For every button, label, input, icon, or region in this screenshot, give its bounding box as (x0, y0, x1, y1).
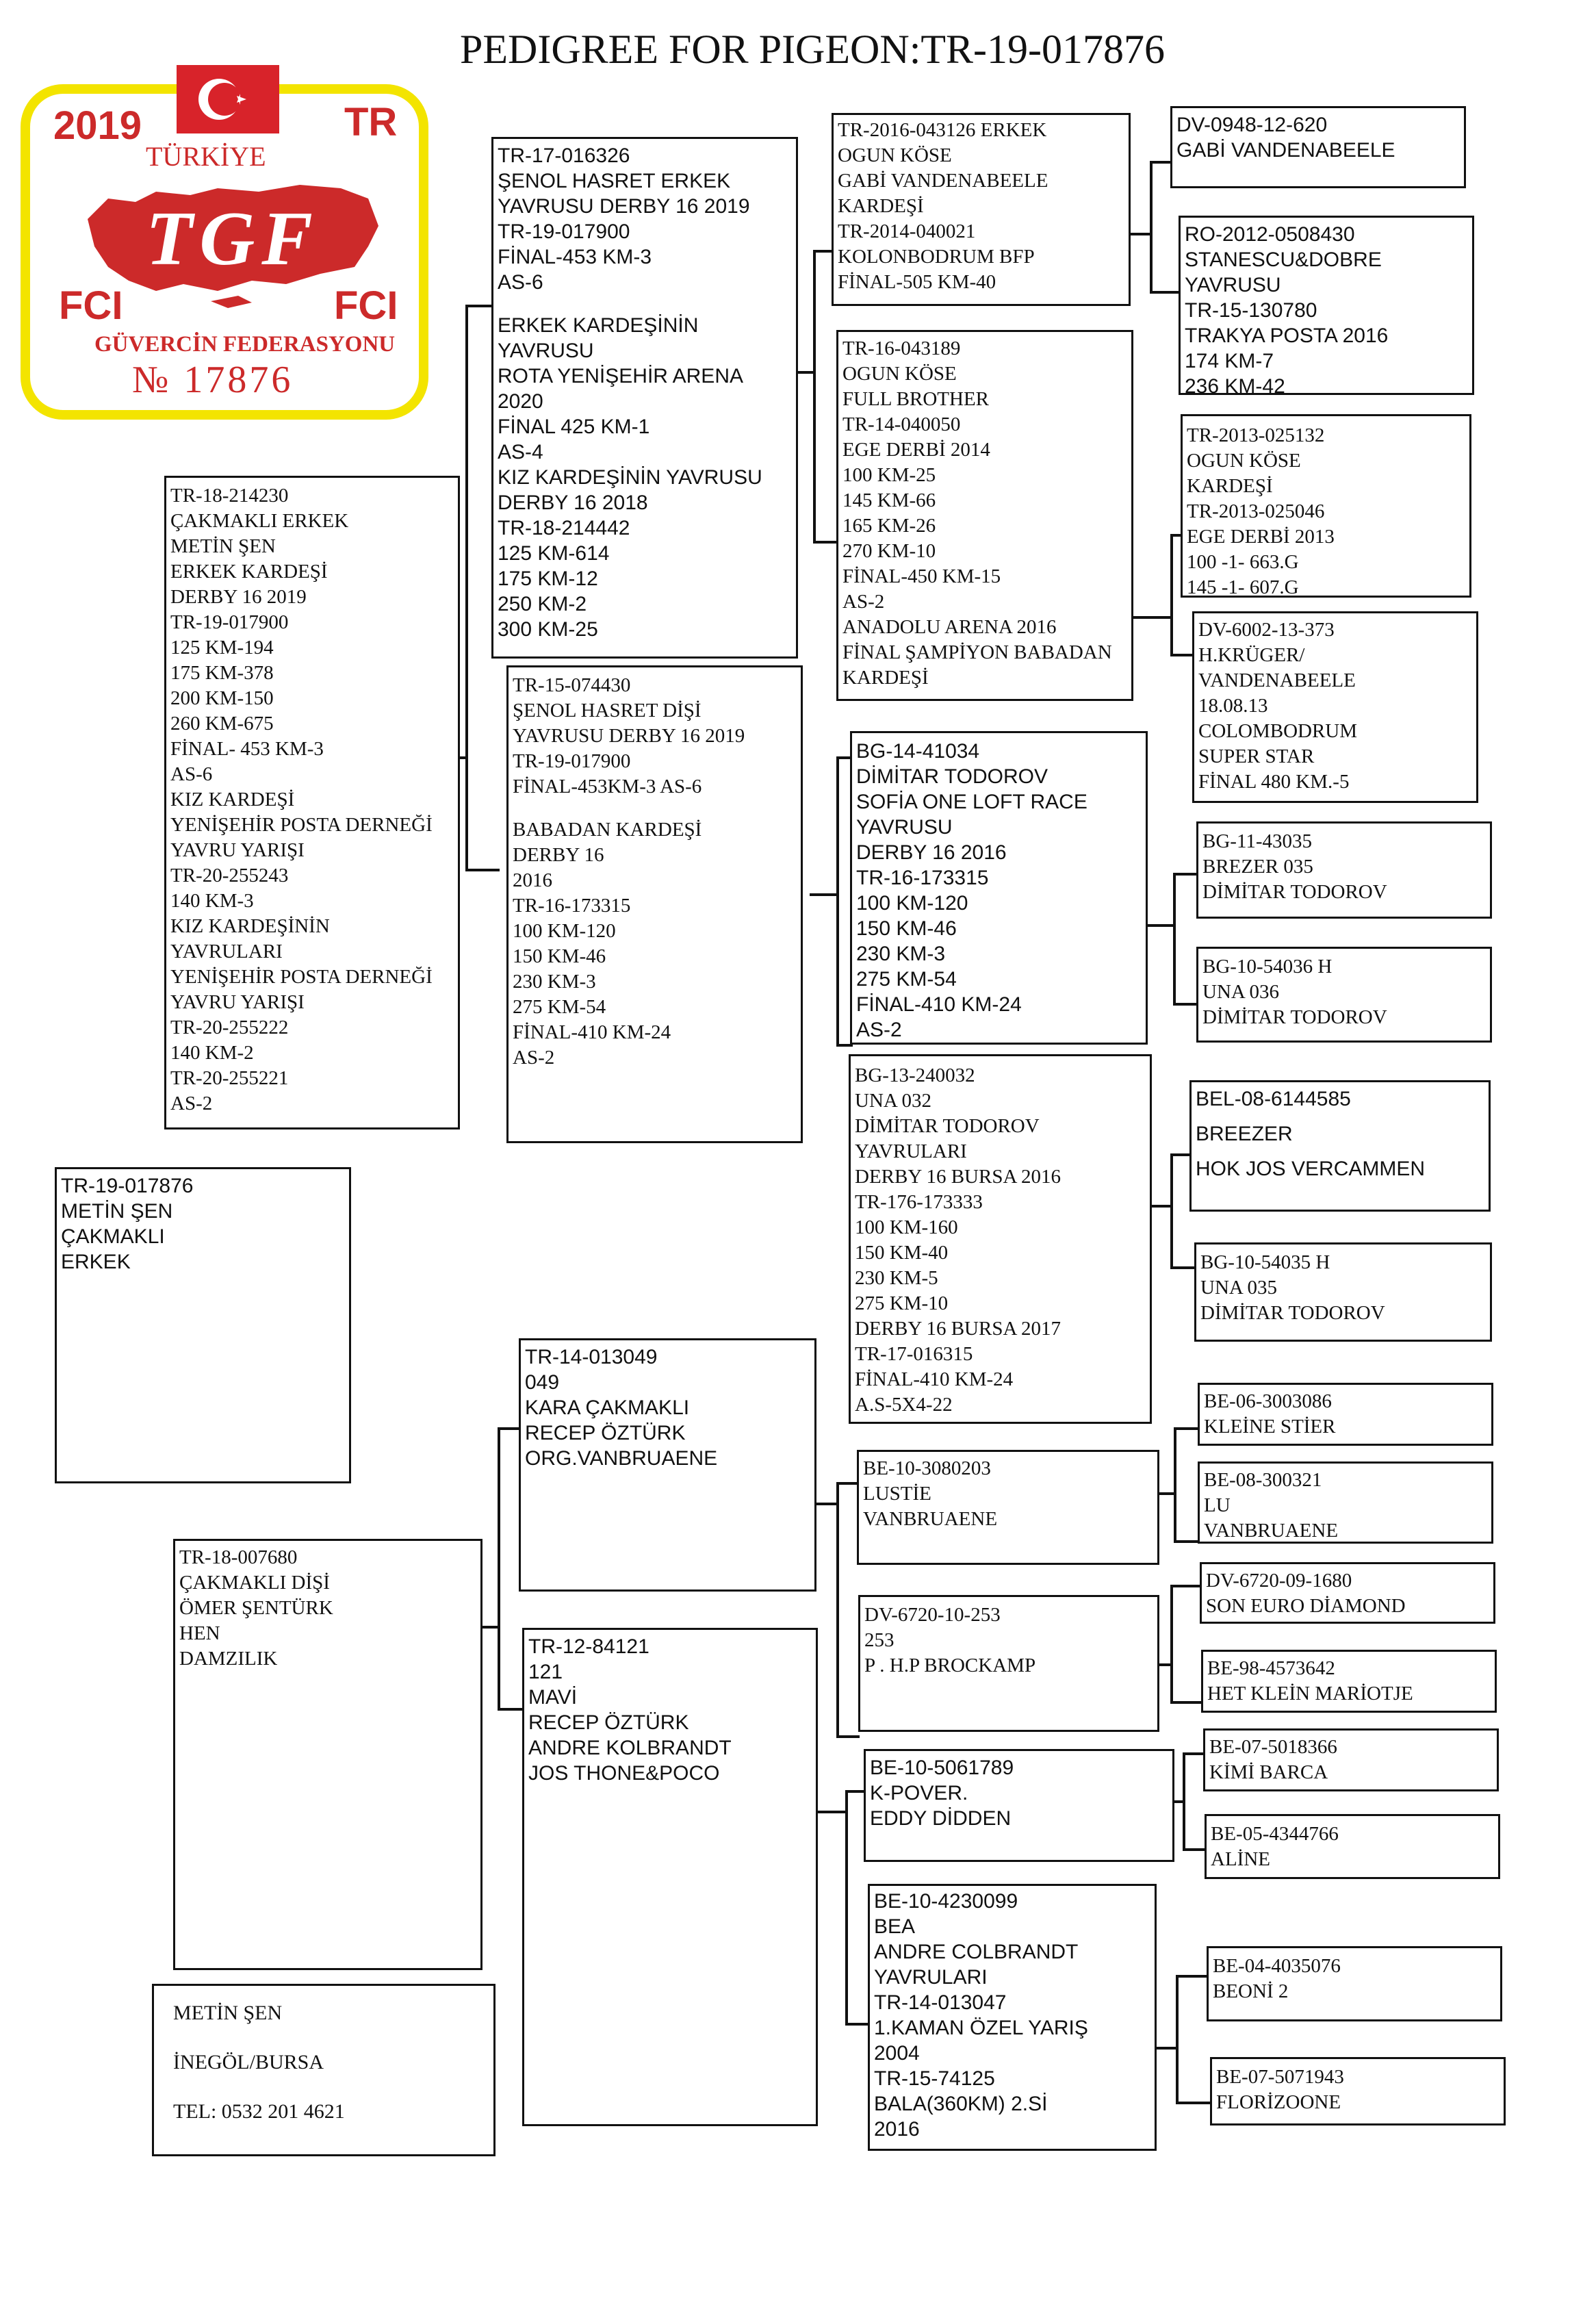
sire-dam-box (506, 665, 803, 1143)
sss-line: KOLONBODRUM BFP (838, 246, 1035, 268)
connector (465, 305, 468, 871)
g4-box-8 (1194, 1242, 1492, 1342)
ddd-line: BALA(360KM) 2.Sİ (874, 2093, 1048, 2115)
sds-line: YAVRUSU (856, 816, 953, 839)
connector (498, 1708, 525, 1711)
sire-line: TR-20-255243 (170, 865, 289, 886)
dam-box (173, 1539, 482, 1970)
g2-line: 174 KM-7 (1185, 350, 1274, 372)
g3-line: TR-2013-025046 (1187, 500, 1325, 522)
ss-line: FİNAL-453 KM-3 (498, 246, 652, 268)
g6-line: BG-10-54036 H (1202, 956, 1333, 978)
g2-line: STANESCU&DOBRE (1185, 248, 1382, 271)
ss-line: DERBY 16 2018 (498, 491, 648, 514)
connector (845, 1790, 864, 1793)
logo-number: № 17876 (132, 359, 294, 401)
sire-sire-box (491, 137, 798, 659)
g9-line: KLEİNE STİER (1204, 1416, 1336, 1438)
page-title: PEDIGREE FOR PIGEON:TR-19-017876 (460, 27, 1165, 72)
sdd-line: TR-17-016315 (855, 1343, 973, 1365)
sds-line: 230 KM-3 (856, 943, 946, 965)
connector (836, 756, 839, 1044)
logo-fci-right: FCI (334, 283, 398, 328)
sdd-line: 230 KM-5 (855, 1267, 938, 1289)
ssd-box (836, 330, 1133, 701)
g4-box-6 (1196, 947, 1492, 1043)
sdd-line: UNA 032 (855, 1090, 931, 1112)
g2-line: RO-2012-0508430 (1185, 223, 1355, 246)
g4-line: FİNAL 480 KM.-5 (1198, 771, 1350, 793)
g5-line: BG-11-43035 (1202, 830, 1313, 852)
sire-line: YENİŞEHİR POSTA DERNEĞİ (170, 814, 433, 836)
g4-box-9 (1198, 1383, 1493, 1446)
sire-line: YAVRULARI (170, 941, 283, 962)
g7-line: BREEZER (1196, 1123, 1293, 1145)
g3-line: 100 -1- 663.G (1187, 551, 1299, 573)
sdd-line: 100 KM-160 (855, 1216, 958, 1238)
g4-box-2 (1179, 216, 1474, 395)
sd-line: AS-2 (513, 1047, 555, 1069)
ddd-line: TR-14-013047 (874, 1991, 1007, 2014)
sdd-box (849, 1054, 1152, 1424)
dd-line: 121 (528, 1661, 563, 1683)
g5-line: BREZER 035 (1202, 856, 1313, 878)
ss-line: FİNAL 425 KM-1 (498, 416, 650, 438)
sd-line: 2016 (513, 869, 552, 891)
subject-line-1: TR-19-017876 (61, 1175, 194, 1197)
ss-line: YAVRUSU DERBY 16 2019 (498, 195, 750, 218)
connector (498, 1427, 500, 1708)
sss-line: TR-2016-043126 ERKEK (838, 119, 1047, 141)
dam-dam-box (522, 1628, 818, 2126)
sss-line: GABİ VANDENABEELE (838, 170, 1048, 192)
dd-line: RECEP ÖZTÜRK (528, 1711, 689, 1734)
g4-box-14 (1205, 1814, 1500, 1879)
sds-line: 275 KM-54 (856, 968, 957, 991)
g12-line: HET KLEİN MARİOTJE (1207, 1683, 1413, 1705)
g1-line: DV-0948-12-620 (1176, 114, 1328, 136)
sd-line: BABADAN KARDEŞİ (513, 819, 702, 841)
ss-line: ERKEK KARDEŞİNİN (498, 314, 699, 337)
sire-line: TR-20-255221 (170, 1067, 289, 1089)
connector (1170, 654, 1194, 656)
connector (1170, 1585, 1173, 1701)
ss-line: 2020 (498, 390, 543, 413)
ssd-line: EGE DERBİ 2014 (842, 439, 990, 461)
sire-line: YENİŞEHİR POSTA DERNEĞİ (170, 966, 433, 988)
dsd-line: 253 (864, 1629, 894, 1651)
g2-line: TRAKYA POSTA 2016 (1185, 324, 1389, 347)
sds-box (850, 731, 1148, 1045)
logo-year: 2019 (53, 103, 142, 148)
dsd-box (858, 1595, 1159, 1732)
connector (1150, 161, 1172, 164)
subject-line-2: METİN ŞEN (61, 1200, 173, 1223)
g3-line: KARDEŞİ (1187, 475, 1273, 497)
sss-line: OGUN KÖSE (838, 144, 952, 166)
sdd-line: 275 KM-10 (855, 1292, 949, 1314)
ssd-line: 100 KM-25 (842, 464, 936, 486)
connector (1176, 1975, 1209, 1978)
connector (836, 1735, 860, 1738)
g11-line: DV-6720-09-1680 (1206, 1570, 1352, 1592)
dam-line: ÖMER ŞENTÜRK (179, 1597, 333, 1619)
ss-line: 250 KM-2 (498, 593, 587, 615)
dds-line: K-POVER. (870, 1782, 968, 1804)
g14-line: BE-05-4344766 (1211, 1823, 1339, 1845)
dss-line: VANBRUAENE (863, 1508, 998, 1530)
connector (1148, 924, 1174, 927)
ddd-line: 2016 (874, 2118, 920, 2141)
g7-line: HOK JOS VERCAMMEN (1196, 1158, 1426, 1180)
sdd-line: DİMİTAR TODOROV (855, 1115, 1040, 1137)
sire-line: 175 KM-378 (170, 662, 274, 684)
dd-line: JOS THONE&POCO (528, 1762, 720, 1785)
g12-line: BE-98-4573642 (1207, 1657, 1335, 1679)
sds-line: BG-14-41034 (856, 740, 980, 763)
ddd-line: BEA (874, 1915, 916, 1938)
federation-logo (5, 65, 450, 448)
subject-line-4: ERKEK (61, 1251, 131, 1273)
ssd-line: TR-16-043189 (842, 337, 961, 359)
g8-line: DİMİTAR TODOROV (1200, 1302, 1385, 1324)
g6-line: UNA 036 (1202, 981, 1279, 1003)
connector (460, 756, 468, 759)
owner-box (152, 1984, 495, 2156)
sd-line: YAVRUSU DERBY 16 2019 (513, 725, 745, 747)
dss-line: LUSTİE (863, 1483, 931, 1505)
sds-line: FİNAL-410 KM-24 (856, 993, 1022, 1016)
connector (465, 305, 491, 307)
ds-line: 049 (525, 1371, 560, 1394)
g4-box-11 (1200, 1562, 1495, 1624)
dam-line: HEN (179, 1622, 220, 1644)
sire-line: AS-6 (170, 763, 213, 785)
dsd-line: DV-6720-10-253 (864, 1604, 1001, 1626)
connector (1170, 1701, 1203, 1704)
g4-box-13 (1203, 1728, 1499, 1791)
connector (1173, 873, 1176, 1003)
ssd-line: FİNAL-450 KM-15 (842, 565, 1001, 587)
g2-line: TR-15-130780 (1185, 299, 1317, 322)
sds-line: 150 KM-46 (856, 917, 957, 940)
subject-pigeon-box (55, 1167, 351, 1483)
owner-phone: TEL: 0532 201 4621 (173, 2100, 345, 2123)
g2-line: YAVRUSU (1185, 274, 1281, 296)
ssd-line: OGUN KÖSE (842, 363, 957, 385)
sdd-line: DERBY 16 BURSA 2016 (855, 1166, 1061, 1188)
ss-line: ŞENOL HASRET ERKEK (498, 170, 731, 192)
connector (836, 1482, 839, 1735)
sd-line: 275 KM-54 (513, 996, 606, 1018)
ssd-line: AS-2 (842, 591, 885, 613)
dds-line: BE-10-5061789 (870, 1757, 1014, 1779)
sd-line: TR-19-017900 (513, 750, 631, 772)
sire-line: TR-20-255222 (170, 1017, 289, 1038)
dss-box (857, 1450, 1159, 1565)
connector (810, 893, 838, 896)
g10-line: BE-08-300321 (1204, 1469, 1322, 1491)
sds-line: SOFİA ONE LOFT RACE (856, 791, 1087, 813)
connector (465, 869, 500, 871)
ssd-line: 165 KM-26 (842, 515, 936, 537)
sd-line: FİNAL-410 KM-24 (513, 1021, 671, 1043)
g16-line: FLORİZOONE (1216, 2091, 1341, 2113)
ddd-line: 2004 (874, 2042, 920, 2065)
sss-line: KARDEŞİ (838, 195, 924, 217)
sds-line: DİMİTAR TODOROV (856, 765, 1048, 788)
subject-line-3: ÇAKMAKLI (61, 1225, 165, 1248)
ddd-line: BE-10-4230099 (874, 1890, 1018, 1913)
g4-box-4 (1192, 611, 1478, 803)
connector (1159, 1663, 1172, 1666)
g4-box-12 (1201, 1650, 1497, 1713)
sire-line: 125 KM-194 (170, 637, 274, 659)
g10-line: LU (1204, 1494, 1231, 1516)
g14-line: ALİNE (1211, 1848, 1270, 1870)
connector (1150, 291, 1181, 294)
g5-line: DİMİTAR TODOROV (1202, 881, 1387, 903)
dd-line: TR-12-84121 (528, 1635, 649, 1658)
sire-line: FİNAL- 453 KM-3 (170, 738, 324, 760)
g4-box-1 (1170, 106, 1466, 188)
connector (1174, 1540, 1200, 1543)
g4-line: 18.08.13 (1198, 695, 1268, 717)
connector (1183, 1848, 1206, 1851)
ssd-line: KARDEŞİ (842, 667, 929, 689)
g13-line: BE-07-5018366 (1209, 1736, 1337, 1758)
connector (845, 1790, 848, 2023)
dds-box (864, 1749, 1174, 1862)
connector (1157, 2047, 1177, 2050)
sdd-line: BG-13-240032 (855, 1064, 975, 1086)
connector (797, 371, 814, 374)
sds-line: 100 KM-120 (856, 892, 968, 915)
dss-line: BE-10-3080203 (863, 1457, 991, 1479)
dam-line: ÇAKMAKLI DİŞİ (179, 1572, 330, 1594)
g10-line: VANBRUAENE (1204, 1520, 1339, 1542)
ss-line: 300 KM-25 (498, 618, 598, 641)
ddd-line: YAVRULARI (874, 1966, 988, 1989)
connector (816, 1503, 838, 1505)
connector (1150, 161, 1153, 291)
dds-line: EDDY DİDDEN (870, 1807, 1012, 1830)
ss-line: YAVRUSU (498, 340, 594, 362)
connector (818, 1811, 847, 1813)
g7-line: BEL-08-6144585 (1196, 1088, 1351, 1110)
sds-line: TR-16-173315 (856, 867, 989, 889)
sdd-line: TR-176-173333 (855, 1191, 983, 1213)
sds-line: AS-2 (856, 1019, 902, 1041)
owner-city: İNEGÖL/BURSA (173, 2051, 324, 2073)
sd-line: 150 KM-46 (513, 945, 606, 967)
connector (1159, 1492, 1175, 1495)
sire-line: METİN ŞEN (170, 535, 276, 557)
g4-box-3 (1181, 414, 1471, 598)
sdd-line: FİNAL-410 KM-24 (855, 1368, 1014, 1390)
g4-box-16 (1210, 2057, 1506, 2125)
connector (1174, 1427, 1176, 1540)
logo-fci-left: FCI (59, 283, 123, 328)
dd-line: MAVİ (528, 1686, 578, 1709)
g9-line: BE-06-3003086 (1204, 1390, 1332, 1412)
ddd-box (868, 1884, 1157, 2151)
logo-country: TÜRKİYE (146, 141, 266, 172)
g15-line: BEONİ 2 (1213, 1980, 1289, 2002)
ss-line: ROTA YENİŞEHİR ARENA (498, 365, 743, 387)
sire-line: 140 KM-3 (170, 890, 254, 912)
connector (836, 1482, 860, 1485)
ss-line: TR-19-017900 (498, 220, 630, 243)
g8-line: UNA 035 (1200, 1277, 1277, 1299)
g3-line: 145 -1- 607.G (1187, 576, 1299, 598)
sd-line: ŞENOL HASRET DİŞİ (513, 700, 702, 722)
ddd-line: ANDRE COLBRANDT (874, 1941, 1079, 1963)
sss-line: FİNAL-505 KM-40 (838, 271, 996, 293)
logo-abbreviation: TGF (146, 196, 320, 281)
logo-country-code: TR (344, 100, 398, 144)
dam-line: TR-18-007680 (179, 1546, 298, 1568)
turkish-flag-icon (177, 65, 279, 133)
sire-line: 260 KM-675 (170, 713, 274, 735)
sire-line: TR-19-017900 (170, 611, 289, 633)
logo-federation: GÜVERCİN FEDERASYONU (94, 332, 396, 357)
sire-line: AS-2 (170, 1093, 213, 1114)
owner-name: METİN ŞEN (173, 2002, 283, 2024)
g3-line: TR-2013-025132 (1187, 424, 1325, 446)
g3-line: OGUN KÖSE (1187, 450, 1301, 472)
sd-line: FİNAL-453KM-3 AS-6 (513, 776, 702, 797)
sire-line: KIZ KARDEŞİ (170, 789, 295, 810)
g4-box-15 (1207, 1946, 1502, 2021)
g6-line: DİMİTAR TODOROV (1202, 1006, 1387, 1028)
sire-line: YAVRU YARIŞI (170, 839, 305, 861)
ds-line: RECEP ÖZTÜRK (525, 1422, 686, 1444)
g2-line: 236 KM-42 (1185, 375, 1285, 395)
ds-line: ORG.VANBRUAENE (525, 1447, 718, 1470)
dd-line: ANDRE KOLBRANDT (528, 1737, 732, 1759)
g15-line: BE-04-4035076 (1213, 1955, 1341, 1977)
sire-line: 140 KM-2 (170, 1042, 254, 1064)
ssd-line: TR-14-040050 (842, 413, 961, 435)
g4-line: H.KRÜGER/ (1198, 644, 1305, 666)
g16-line: BE-07-5071943 (1216, 2066, 1344, 2088)
ss-line: AS-4 (498, 441, 543, 463)
sd-line: TR-15-074430 (513, 674, 631, 696)
g13-line: KİMİ BARCA (1209, 1761, 1328, 1783)
sd-line: 230 KM-3 (513, 971, 596, 993)
connector (482, 1626, 499, 1629)
dam-sire-box (519, 1338, 816, 1592)
connector (1170, 1266, 1196, 1269)
sd-line: DERBY 16 (513, 844, 604, 866)
sire-line: ÇAKMAKLI ERKEK (170, 510, 349, 532)
sdd-line: 150 KM-40 (855, 1242, 949, 1264)
dsd-line: P . H.P BROCKAMP (864, 1655, 1036, 1676)
ss-line: TR-18-214442 (498, 517, 630, 539)
ds-line: KARA ÇAKMAKLI (525, 1396, 690, 1419)
g4-box-10 (1198, 1461, 1493, 1544)
ss-line: AS-6 (498, 271, 543, 294)
connector (1131, 233, 1151, 235)
g4-box-5 (1196, 821, 1492, 919)
g4-line: COLOMBODRUM (1198, 720, 1358, 742)
dam-line: DAMZILIK (179, 1648, 278, 1670)
sdd-line: YAVRULARI (855, 1140, 967, 1162)
sire-line: DERBY 16 2019 (170, 586, 307, 608)
sss-line: TR-2014-040021 (838, 220, 976, 242)
sd-line: 100 KM-120 (513, 920, 616, 942)
ddd-line: TR-15-74125 (874, 2067, 995, 2090)
g8-line: BG-10-54035 H (1200, 1251, 1330, 1273)
sds-line: DERBY 16 2016 (856, 841, 1007, 864)
ssd-line: 145 KM-66 (842, 489, 936, 511)
ss-line: TR-17-016326 (498, 144, 630, 167)
ssd-line: 270 KM-10 (842, 540, 936, 562)
ssd-line: FİNAL ŞAMPİYON BABADAN (842, 641, 1112, 663)
sd-line: TR-16-173315 (513, 895, 631, 917)
ss-line: KIZ KARDEŞİNİN YAVRUSU (498, 466, 762, 489)
ss-line: 175 KM-12 (498, 567, 598, 590)
ss-line: 125 KM-614 (498, 542, 610, 565)
connector (1173, 1003, 1199, 1006)
g4-box-7 (1189, 1080, 1491, 1212)
sdd-line: A.S-5X4-22 (855, 1394, 953, 1416)
sire-line: YAVRU YARIŞI (170, 991, 305, 1013)
connector (1170, 534, 1173, 654)
connector (1176, 1975, 1179, 2102)
connector (1176, 2102, 1211, 2104)
g4-line: SUPER STAR (1198, 745, 1315, 767)
connector (1152, 1205, 1172, 1208)
g3-line: EGE DERBİ 2013 (1187, 526, 1335, 548)
sire-line: KIZ KARDEŞİNİN (170, 915, 330, 937)
ssd-line: ANADOLU ARENA 2016 (842, 616, 1057, 638)
ds-line: TR-14-013049 (525, 1346, 658, 1368)
g11-line: SON EURO DİAMOND (1206, 1595, 1406, 1617)
connector (1174, 1427, 1200, 1430)
g4-line: DV-6002-13-373 (1198, 619, 1335, 641)
sire-line: TR-18-214230 (170, 485, 289, 507)
connector (1174, 1800, 1184, 1803)
connector (1133, 616, 1172, 619)
g1-line: GABİ VANDENABEELE (1176, 139, 1395, 162)
connector (1170, 1153, 1173, 1266)
ddd-line: 1.KAMAN ÖZEL YARIŞ (874, 2017, 1088, 2039)
sire-line: 200 KM-150 (170, 687, 274, 709)
connector (1183, 1752, 1206, 1755)
ssd-line: FULL BROTHER (842, 388, 990, 410)
sire-line: ERKEK KARDEŞİ (170, 561, 328, 583)
connector (1173, 873, 1199, 876)
sss-box (832, 113, 1131, 306)
connector (1170, 1585, 1203, 1587)
g4-line: VANDENABEELE (1198, 669, 1356, 691)
connector (813, 250, 816, 541)
sdd-line: DERBY 16 BURSA 2017 (855, 1318, 1061, 1340)
sire-box (164, 476, 460, 1129)
